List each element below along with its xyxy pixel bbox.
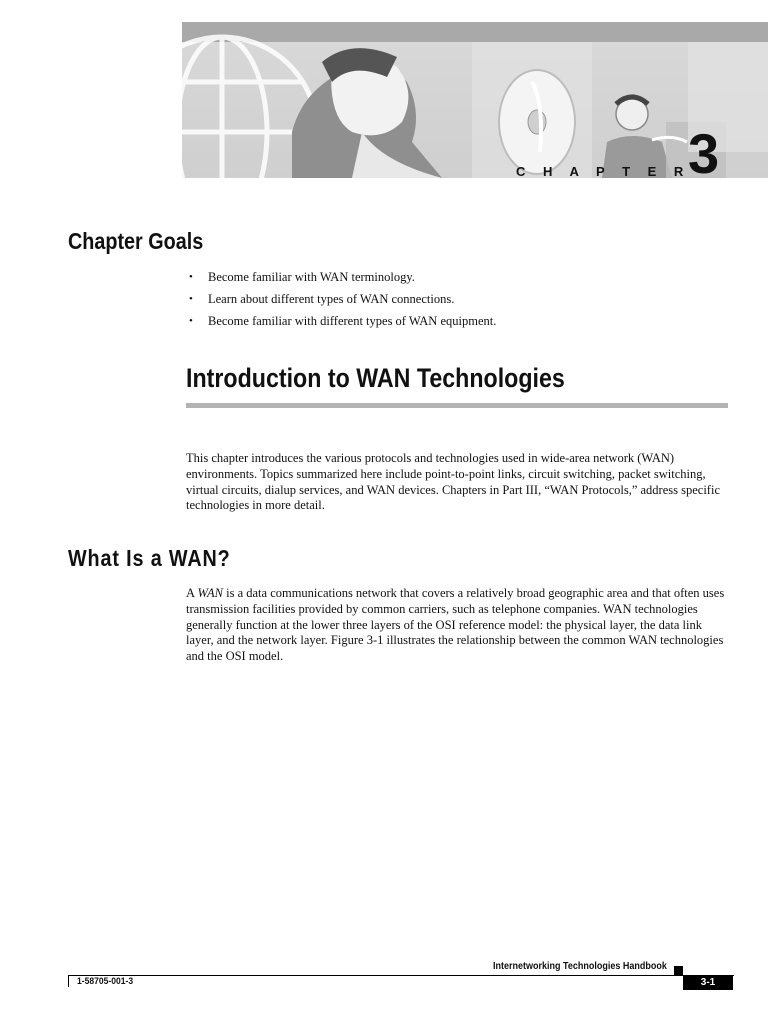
chapter-goals-heading: Chapter Goals xyxy=(68,228,204,254)
footer-marker xyxy=(674,966,683,975)
bullet-icon: • xyxy=(189,315,193,327)
list-item xyxy=(186,268,496,290)
paragraph-body: is a data communications network that covers a relatively broad geographic area and that often uses transmission facilities provided by common carriers, such as telephone companies. WAN technologies generally function at the lower three layers of the OSI reference model: the physical layer, the data link layer, and the network layer. Figure 3-1 illustrates the relationship between the common WAN technologies and the OSI model. xyxy=(186,586,725,664)
goal-text: Learn about different types of WAN connections. xyxy=(208,292,455,306)
footer-isbn: 1-58705-001-3 xyxy=(77,976,134,987)
what-is-wan-paragraph xyxy=(186,586,732,665)
list-item xyxy=(186,312,496,334)
wan-term: WAN xyxy=(197,586,223,600)
goal-text: Become familiar with WAN terminology. xyxy=(208,270,415,284)
footer-page-number: 3-1 xyxy=(683,975,733,990)
intro-paragraph: This chapter introduces the various protocols and technologies used in wide-area network (WAN) environments. Topics summarized here include point-to-point links, circuit switching, packet switching, virtual circuits, dialup services, and WAN devices. Chapters in Part III, “WAN Protocols,” address specific technologies in more detail. xyxy=(186,451,720,513)
paragraph-prefix: A xyxy=(186,586,198,600)
list-item xyxy=(186,290,496,312)
goal-text: Become familiar with different types of WAN equipment. xyxy=(208,314,497,328)
heading-divider xyxy=(186,403,728,408)
what-is-wan-heading: What Is a WAN? xyxy=(68,545,231,571)
compact-disc-icon xyxy=(499,70,575,174)
person-figure-woman xyxy=(292,48,442,178)
chapter-banner-image xyxy=(182,22,768,178)
chapter-number: 3 xyxy=(688,122,720,185)
chapter-goals-list xyxy=(186,268,496,334)
intro-heading: Introduction to WAN Technologies xyxy=(186,363,565,393)
banner-artwork xyxy=(182,22,768,178)
bullet-icon: • xyxy=(189,293,193,305)
bullet-icon: • xyxy=(189,271,193,283)
footer-tick xyxy=(68,975,69,987)
footer-rule xyxy=(68,975,734,976)
footer-book-title: Internetworking Technologies Handbook xyxy=(493,961,667,972)
chapter-label: C H A P T E R xyxy=(516,164,691,179)
